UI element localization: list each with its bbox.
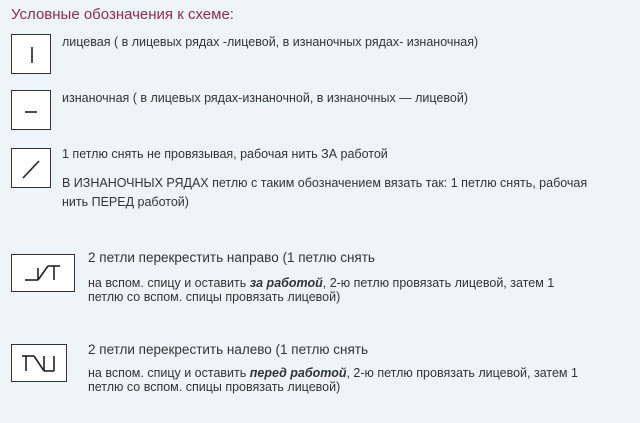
slip-stitch-note-line1: В ИЗНАНОЧНЫХ РЯДАХ петлю с таким обозначением вязать так: 1 петлю снять, рабочая (62, 176, 588, 190)
left-cross-line3: петлю со вспом. спицы провязать лицевой) (88, 380, 341, 394)
legend-title: Условные обозначения к схеме: (11, 6, 234, 23)
right-cross-line2: на вспом. спицу и оставить за работой, 2-ю петлю провязать лицевой, затем 1 (88, 276, 555, 290)
left-cross-emphasis: перед работой (249, 366, 347, 380)
purl-stitch-icon (11, 90, 51, 130)
right-cross-line3: петлю со вспом. спицы провязать лицевой) (88, 290, 341, 304)
left-cross-icon (11, 344, 67, 382)
left-cross-description: 2 петли перекрестить налево (1 петлю снять (88, 342, 369, 357)
knit-stitch-description: лицевая ( в лицевых рядах -лицевой, в изнаночных рядах- изнаночная) (62, 35, 479, 49)
right-cross-description: 2 петли перекрестить направо (1 петлю снять (88, 250, 375, 265)
slip-stitch-note-line2: нить ПЕРЕД работой) (62, 195, 189, 209)
right-cross-emphasis: за работой (249, 276, 323, 290)
left-cross-line2: на вспом. спицу и оставить перед работой, 2-ю петлю провязать лицевой, затем 1 (88, 366, 578, 380)
slip-stitch-icon (11, 148, 51, 188)
knit-stitch-icon (11, 34, 51, 74)
right-cross-icon (11, 254, 75, 292)
purl-stitch-description: изнаночная ( в лицевых рядах-изнаночной, в изнаночных — лицевой) (62, 91, 468, 105)
slip-stitch-description: 1 петлю снять не провязывая, рабочая нить ЗА работой (62, 147, 388, 161)
